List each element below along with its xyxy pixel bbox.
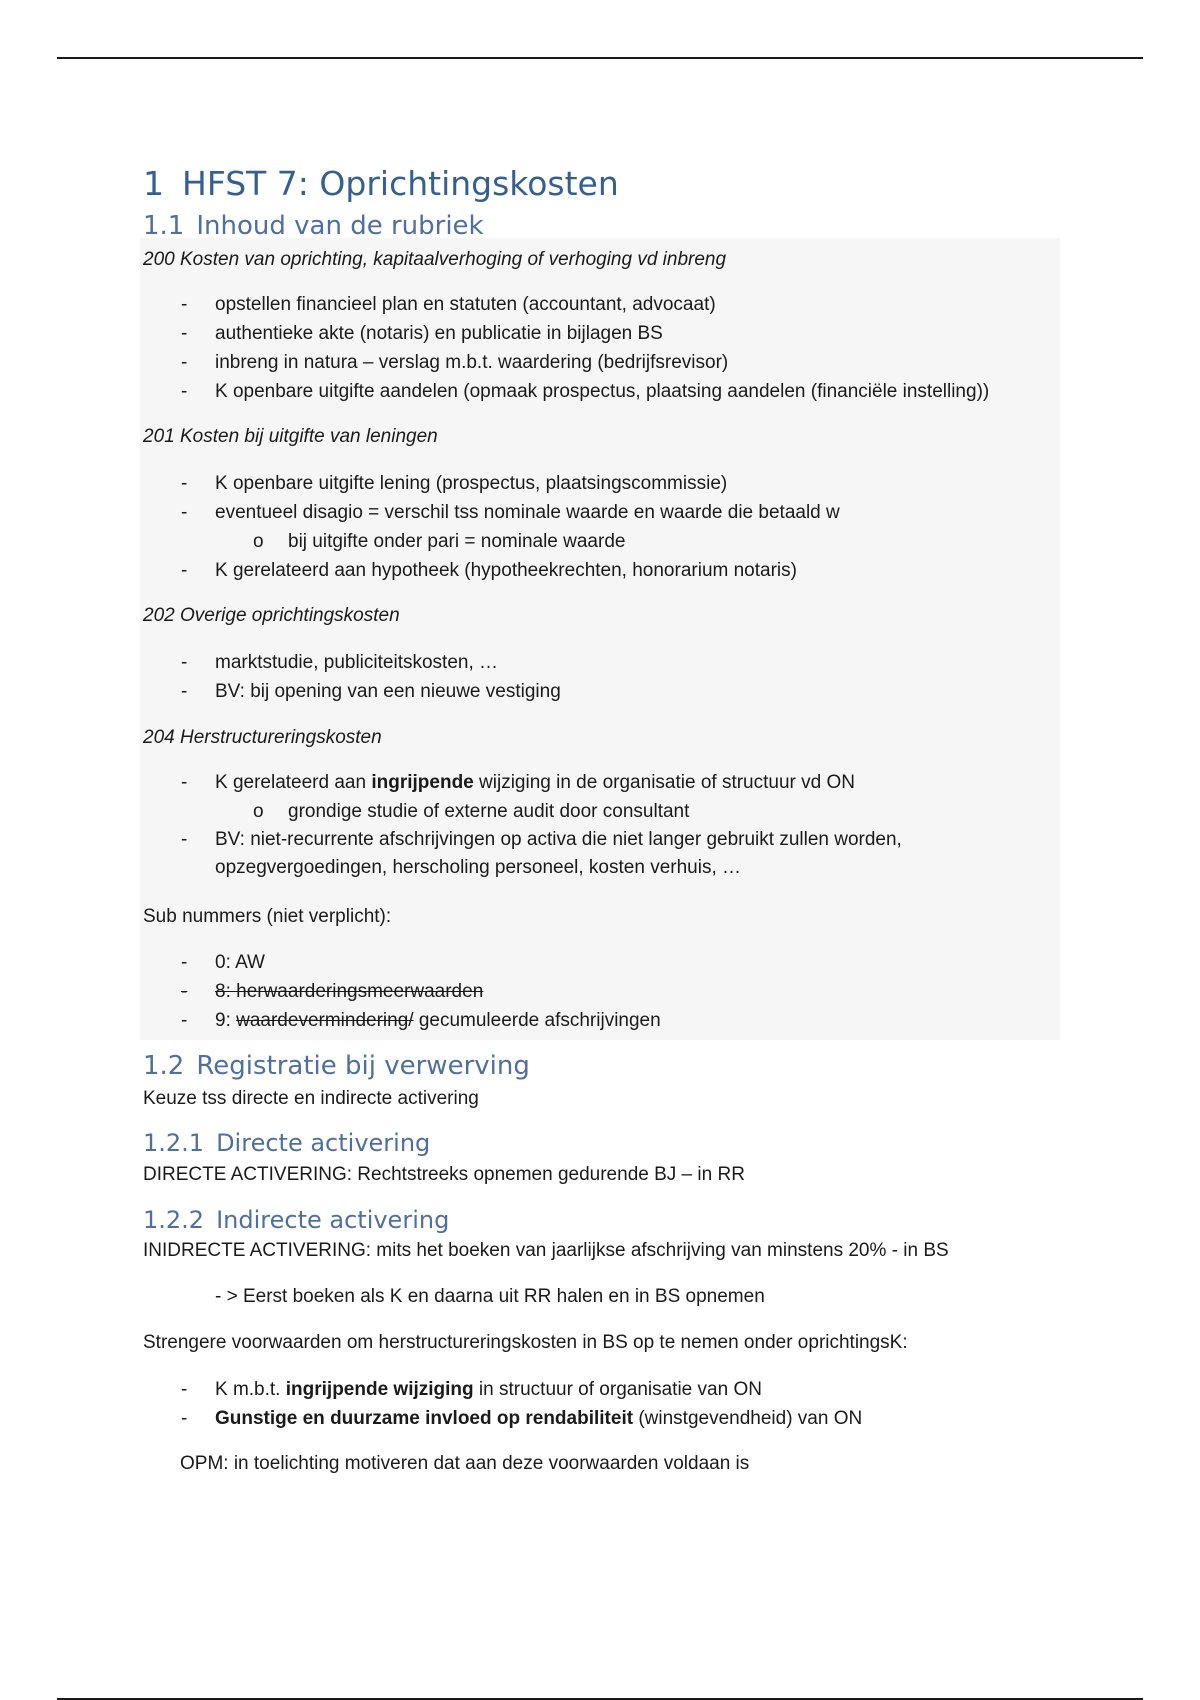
section-1-2-2-text: INIDRECTE ACTIVERING: mits het boeken van jaarlijkse afschrijving van minstens 20% - in BS (143, 1240, 949, 1261)
list-item-text: authentieke akte (notaris) en publicatie in bijlagen BS (215, 323, 663, 344)
conditions-intro: Strengere voorwaarden om herstructureringskosten in BS op te nemen onder oprichtingsK: (143, 1332, 908, 1353)
list-item-text: K gerelateerd aan (215, 772, 372, 793)
rubric-202-label: 202 Overige oprichtingskosten (143, 605, 400, 626)
dash-marker: - (181, 829, 188, 850)
dash-marker: - (181, 1379, 188, 1400)
list-item-text: opstellen financieel plan en statuten (accountant, advocaat) (215, 294, 716, 315)
rubric-200-label: 200 Kosten van oprichting, kapitaalverhoging of verhoging vd inbreng (143, 249, 727, 270)
list-item (0, 648, 1100, 677)
chapter-number: 1 (143, 164, 164, 203)
list-item (0, 977, 1100, 1006)
list-item-text: inbreng in natura – verslag m.b.t. waardering (bedrijfsrevisor) (215, 352, 729, 373)
section-1-2-1-text: DIRECTE ACTIVERING: Rechtstreeks opnemen gedurende BJ – in RR (143, 1164, 745, 1185)
list-item (0, 348, 1100, 377)
dash-marker: - (181, 352, 188, 373)
list-item (0, 469, 1100, 498)
rubric-200-list (0, 290, 1100, 406)
list-item-text: 9: (215, 1010, 237, 1031)
list-item-text: BV: niet-recurrente afschrijvingen op activa die niet langer gebruikt zullen worden, opzegvergoedingen, herscholing personeel, kosten verhuis, … (215, 829, 902, 878)
section-number: 1.2.1 (143, 1129, 205, 1157)
list-item-text: grondige studie of externe audit door consultant (288, 801, 690, 822)
rubric-204-label: 204 Herstructureringskosten (143, 727, 382, 748)
dash-marker: - (181, 652, 188, 673)
section-title: Inhoud van de rubriek (196, 211, 484, 241)
sub-numbers-label: Sub nummers (niet verplicht): (143, 906, 392, 927)
list-item-text: marktstudie, publiciteitskosten, … (215, 652, 499, 673)
struck-list-item-text: 8: herwaarderingsmeerwaarden (215, 981, 484, 1002)
list-item (0, 498, 1100, 527)
section-1-2-text: Keuze tss directe en indirecte activering (143, 1088, 479, 1109)
list-item (0, 826, 975, 882)
list-item (0, 948, 1100, 977)
list-item-text: eventueel disagio = verschil tss nominale waarde en waarde die betaald w (215, 502, 840, 523)
rubric-204-list (0, 768, 1100, 882)
list-item-text: (winstgevendheid) van ON (633, 1408, 863, 1429)
bold-emphasis: ingrijpende wijziging (285, 1379, 474, 1400)
section-number: 1.2 (143, 1051, 185, 1081)
section-number: 1.1 (143, 211, 185, 241)
list-item-text: BV: bij opening van een nieuwe vestiging (215, 681, 561, 702)
dash-marker: - (181, 473, 188, 494)
list-item (0, 1375, 1100, 1404)
dash-marker: - (181, 381, 188, 402)
arrow-note: - > Eerst boeken als K en daarna uit RR halen en in BS opnemen (215, 1286, 765, 1307)
sub-list-item (0, 527, 1100, 556)
dash-marker: - (181, 294, 188, 315)
dash-marker: - (181, 560, 188, 581)
list-item (0, 1006, 1100, 1035)
list-item-text: wijziging in de organisatie of structuur vd ON (473, 772, 855, 793)
list-item-text: K openbare uitgifte lening (prospectus, plaatsingscommissie) (215, 473, 728, 494)
list-item (0, 677, 1100, 706)
sub-list-item (0, 797, 1100, 826)
list-item (0, 319, 1100, 348)
bold-emphasis: Gunstige en duurzame invloed op rendabiliteit (215, 1408, 634, 1429)
sub-numbers-list (0, 948, 1100, 1035)
dash-marker: - (181, 772, 188, 793)
section-heading-1-2-1 (143, 1129, 430, 1157)
list-item-text: bij uitgifte onder pari = nominale waarde (288, 531, 626, 552)
rubric-201-label: 201 Kosten bij uitgifte van leningen (143, 426, 438, 447)
list-item (0, 1404, 1100, 1433)
opm-note: OPM: in toelichting motiveren dat aan deze voorwaarden voldaan is (180, 1453, 750, 1474)
list-item (0, 556, 1100, 585)
list-item-text: K openbare uitgifte aandelen (opmaak prospectus, plaatsing aandelen (financiële instelling)) (215, 381, 990, 402)
section-title: Registratie bij verwerving (196, 1051, 530, 1081)
list-item-text: in structuur of organisatie van ON (473, 1379, 762, 1400)
dash-marker: - (181, 1010, 188, 1031)
rubric-202-list (0, 648, 1100, 706)
section-number: 1.2.2 (143, 1206, 205, 1234)
list-item-text: K m.b.t. (215, 1379, 286, 1400)
list-item (0, 290, 1100, 319)
dash-marker: - (181, 952, 188, 973)
bold-emphasis: ingrijpende (371, 772, 474, 793)
section-title: Indirecte activering (216, 1206, 450, 1234)
dash-marker: - (181, 323, 188, 344)
chapter-title: HFST 7: Oprichtingskosten (182, 164, 619, 203)
list-item-text: 0: AW (215, 952, 265, 973)
dash-marker: - (181, 502, 188, 523)
section-heading-1-1 (143, 211, 484, 241)
struck-text: waardevermindering/ (236, 1010, 414, 1031)
list-item (0, 377, 1100, 406)
list-item-text: gecumuleerde afschrijvingen (413, 1010, 661, 1031)
section-heading-1-2-2 (143, 1206, 449, 1234)
circle-marker: o (253, 531, 264, 552)
section-heading-1-2 (143, 1051, 530, 1081)
list-item-text: K gerelateerd aan hypotheek (hypotheekrechten, honorarium notaris) (215, 560, 797, 581)
rubric-201-list (0, 469, 1100, 585)
dash-marker: - (181, 681, 188, 702)
list-item (0, 768, 1100, 797)
section-title: Directe activering (216, 1129, 431, 1157)
circle-marker: o (253, 801, 264, 822)
conditions-list (0, 1375, 1100, 1433)
dash-marker: - (181, 981, 188, 1002)
chapter-heading (143, 164, 619, 203)
dash-marker: - (181, 1408, 188, 1429)
